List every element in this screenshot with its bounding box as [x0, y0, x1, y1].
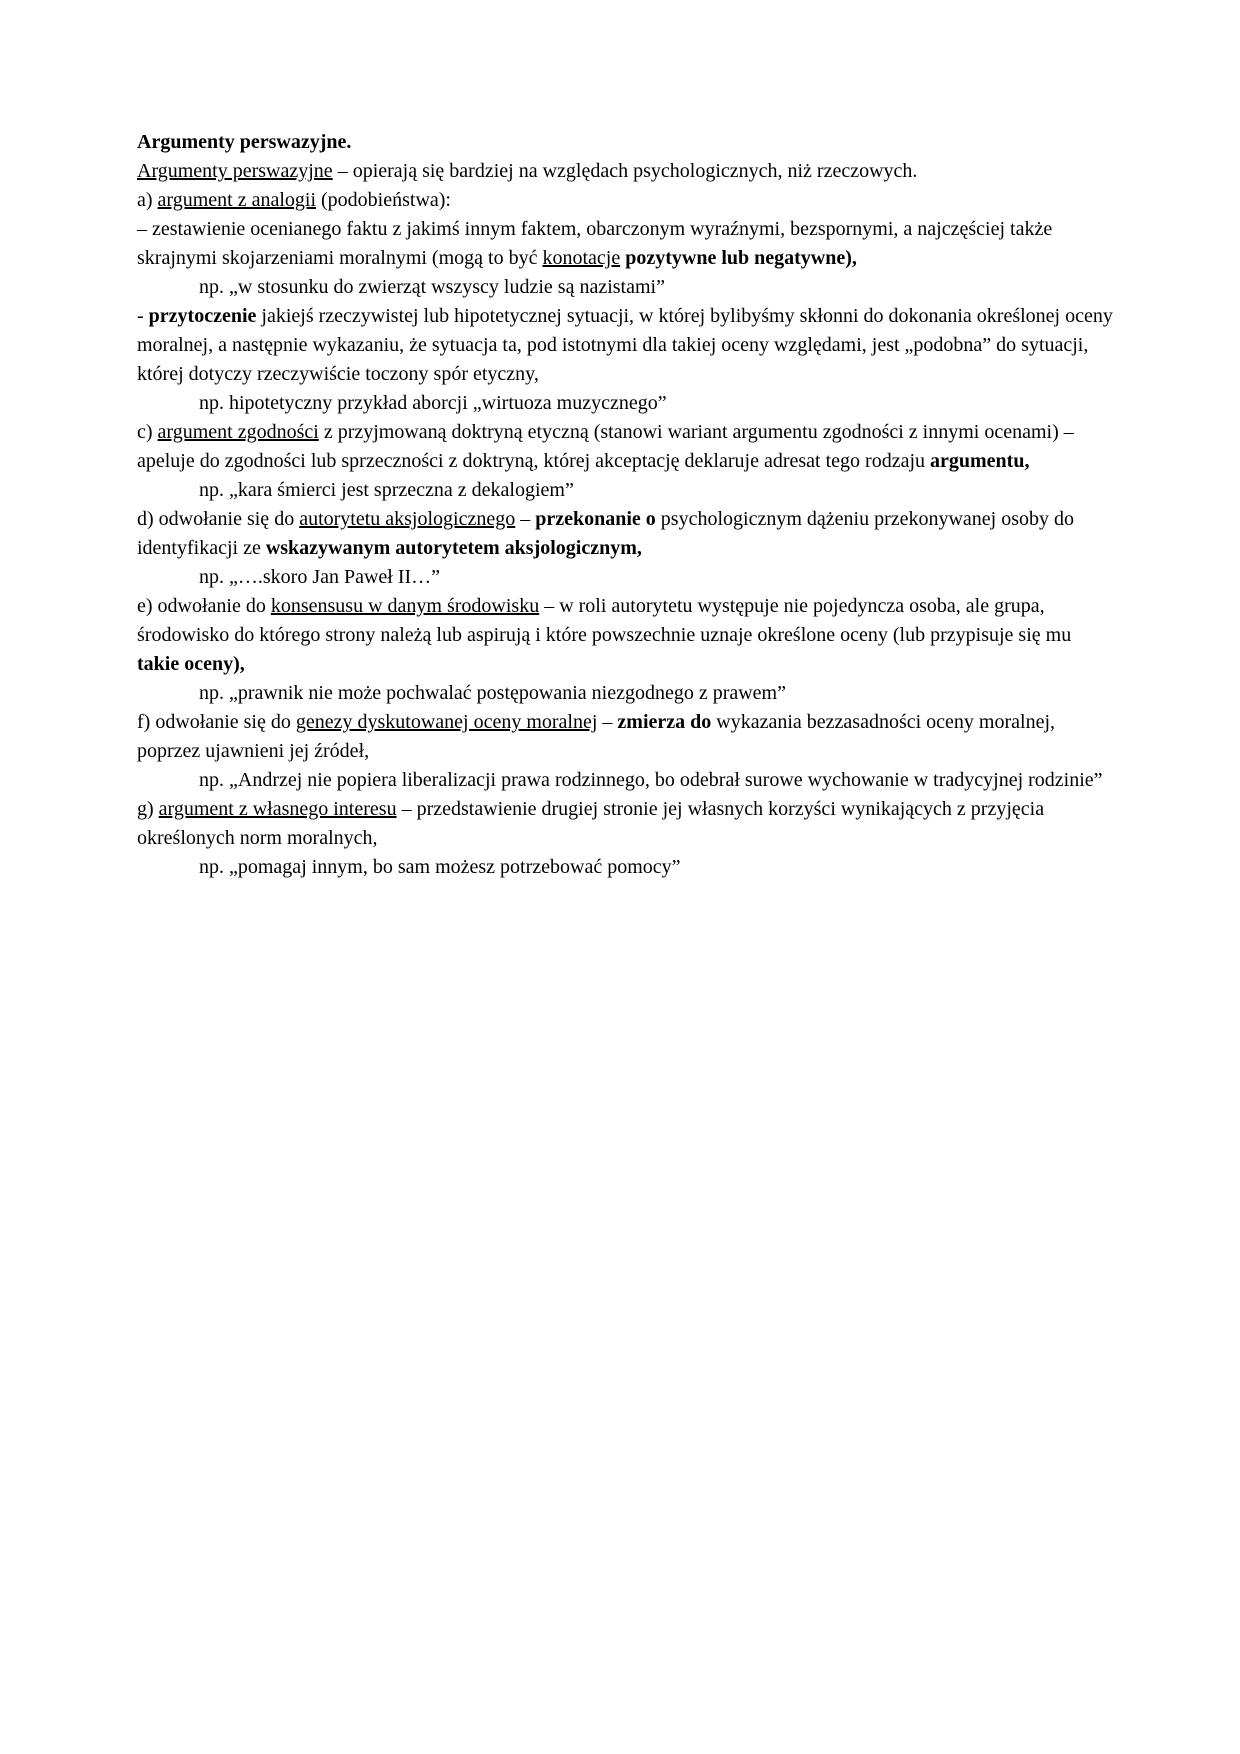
- item-g-example: [137, 853, 1115, 882]
- text-run: -: [137, 305, 149, 327]
- text-run: argumentu,: [930, 450, 1030, 472]
- text-run: argument z własnego interesu: [158, 798, 397, 820]
- text-run: autorytetu aksjologicznego: [299, 508, 516, 530]
- text-run: np. „Andrzej nie popiera liberalizacji prawa rodzinnego, bo odebrał surowe wychowanie w tradycyjnej rodzinie”: [199, 769, 1103, 791]
- text-run: konotacje: [542, 247, 621, 269]
- text-run: –: [515, 508, 536, 530]
- document-content: [137, 128, 1115, 882]
- item-a-point-2: [137, 302, 1115, 389]
- page-title: Argumenty perswazyjne.: [137, 131, 352, 153]
- text-run: argument z analogii: [157, 189, 317, 211]
- item-a-example-2: [137, 389, 1115, 418]
- text-run: przytoczenie: [148, 305, 257, 327]
- text-run: e) odwołanie do: [137, 595, 271, 617]
- item-a-example-1: [137, 273, 1115, 302]
- text-run: jakiejś rzeczywistej lub hipotetycznej sytuacji, w której bylibyśmy skłonni do dokonania określonej oceny moralnej, a następnie wykazaniu, że sytuacja ta, pod istotnymi dla takiej oceny względami, jest „podobna” do sytuacji, której dotyczy rzeczywiście toczony spór etyczny,: [137, 305, 1113, 385]
- text-run: – przedstawienie drugiej stronie jej własnych korzyści wynikających z przyjęcia określonych norm moralnych,: [137, 798, 1045, 849]
- item-e-example: [137, 679, 1115, 708]
- text-run: np. „prawnik nie może pochwalać postępowania niezgodnego z prawem”: [199, 682, 786, 704]
- text-run: a): [137, 189, 158, 211]
- text-run: – zestawienie ocenianego faktu z jakimś innym faktem, obarczonym wyraźnymi, bezspornymi, a najczęściej także skrajnymi skojarzeniami moralnymi (mogą to być: [137, 218, 1053, 269]
- text-run: – opierają się bardziej na względach psychologicznych, niż rzeczowych.: [332, 160, 918, 182]
- item-f-heading: [137, 708, 1115, 766]
- text-run: przekonanie o: [535, 508, 656, 530]
- text-run: np. „w stosunku do zwierząt wszyscy ludzie są nazistami”: [199, 276, 665, 298]
- text-run: takie oceny),: [137, 653, 245, 675]
- text-run: pozytywne lub negatywne),: [625, 247, 857, 269]
- text-run: zmierza do: [617, 711, 712, 733]
- text-run: – w roli autorytetu występuje nie pojedyncza osoba, ale grupa, środowisko do którego strony należą lub aspirują i które powszechnie uznaje określone oceny (lub przypisuje się mu: [137, 595, 1072, 646]
- text-run: argument zgodności: [157, 421, 319, 443]
- document-body: [137, 157, 1115, 882]
- text-run: (podobieństwa):: [316, 189, 451, 211]
- item-d-heading: [137, 505, 1115, 563]
- intro-paragraph: [137, 157, 1115, 186]
- text-run: c): [137, 421, 158, 443]
- text-run: z przyjmowaną doktryną etyczną (stanowi wariant argumentu zgodności z innymi ocenami) – apeluje do zgodności lub sprzeczności z doktryną, której akceptację deklaruje adresat tego rodzaju: [137, 421, 1074, 472]
- item-c-example: [137, 476, 1115, 505]
- item-g-heading: [137, 795, 1115, 853]
- item-e-heading: [137, 592, 1115, 679]
- text-run: np. „kara śmierci jest sprzeczna z dekalogiem”: [199, 479, 574, 501]
- item-f-example: [137, 766, 1115, 795]
- text-run: –: [597, 711, 618, 733]
- text-run: np. hipotetyczny przykład aborcji „wirtuoza muzycznego”: [199, 392, 667, 414]
- text-run: wskazywanym autorytetem aksjologicznym,: [265, 537, 642, 559]
- text-run: d) odwołanie się do: [137, 508, 300, 530]
- item-c-heading: [137, 418, 1115, 476]
- text-run: konsensusu w danym środowisku: [270, 595, 540, 617]
- text-run: np. „….skoro Jan Paweł II…”: [199, 566, 441, 588]
- item-d-example: [137, 563, 1115, 592]
- text-run: genezy dyskutowanej oceny moralnej: [295, 711, 598, 733]
- text-run: wykazania bezzasadności oceny moralnej, poprzez ujawnieni jej źródeł,: [137, 711, 1056, 762]
- item-a-heading: [137, 186, 1115, 215]
- text-run: f) odwołanie się do: [137, 711, 296, 733]
- text-run: g): [137, 798, 159, 820]
- item-a-point-1: [137, 215, 1115, 273]
- text-run: np. „pomagaj innym, bo sam możesz potrzebować pomocy”: [199, 856, 681, 878]
- text-run: Argumenty perswazyjne: [137, 160, 333, 182]
- text-run: psychologicznym dążeniu przekonywanej osoby do identyfikacji ze: [137, 508, 1075, 559]
